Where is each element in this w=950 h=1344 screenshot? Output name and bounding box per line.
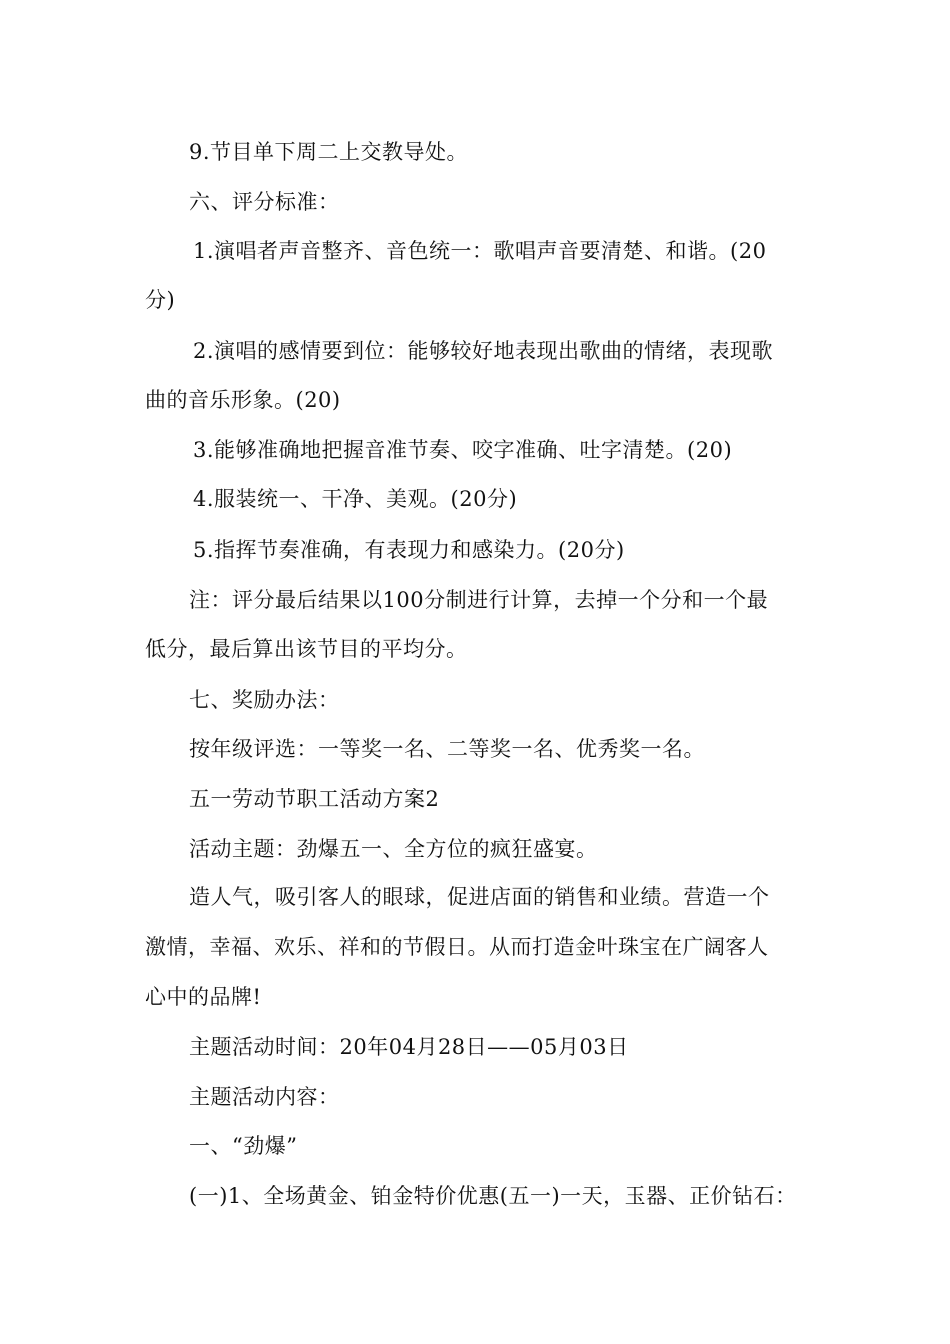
text-line: 主题活动内容： — [189, 1085, 340, 1109]
text-line: 5.指挥节奏准确，有表现力和感染力。(20分) — [193, 538, 625, 562]
text-line: (一)1、全场黄金、铂金特价优惠(五一)一天，玉器、正价钻石： — [189, 1184, 797, 1208]
section-heading: 七、奖励办法： — [189, 688, 340, 712]
section-heading: 六、评分标准： — [189, 190, 340, 214]
text-line: 4.服装统一、干净、美观。(20分) — [193, 487, 518, 511]
text-line: 分) — [145, 288, 176, 312]
document-subtitle: 五一劳动节职工活动方案2 — [189, 787, 440, 811]
section-heading: 一、“劲爆” — [189, 1134, 298, 1158]
text-line: 主题活动时间：20年04月28日——05月03日 — [189, 1035, 629, 1059]
text-line: 激情，幸福、欢乐、祥和的节假日。从而打造金叶珠宝在广阔客人 — [145, 935, 769, 959]
text-line: 按年级评选：一等奖一名、二等奖一名、优秀奖一名。 — [189, 737, 705, 761]
text-line: 活动主题：劲爆五一、全方位的疯狂盛宴。 — [189, 837, 598, 861]
text-line: 3.能够准确地把握音准节奏、咬字准确、吐字清楚。(20) — [193, 438, 733, 462]
text-line: 造人气，吸引客人的眼球，促进店面的销售和业绩。营造一个 — [189, 885, 770, 909]
text-line: 1.演唱者声音整齐、音色统一：歌唱声音要清楚、和谐。(20 — [193, 239, 767, 263]
text-line: 9.节目单下周二上交教导处。 — [189, 140, 469, 164]
text-line: 心中的品牌! — [145, 985, 262, 1009]
text-line: 2.演唱的感情要到位：能够较好地表现出歌曲的情绪，表现歌 — [193, 339, 774, 363]
text-line: 低分，最后算出该节目的平均分。 — [145, 637, 468, 661]
text-line: 注：评分最后结果以100分制进行计算，去掉一个分和一个最 — [189, 588, 769, 612]
text-line: 曲的音乐形象。(20) — [145, 388, 341, 412]
